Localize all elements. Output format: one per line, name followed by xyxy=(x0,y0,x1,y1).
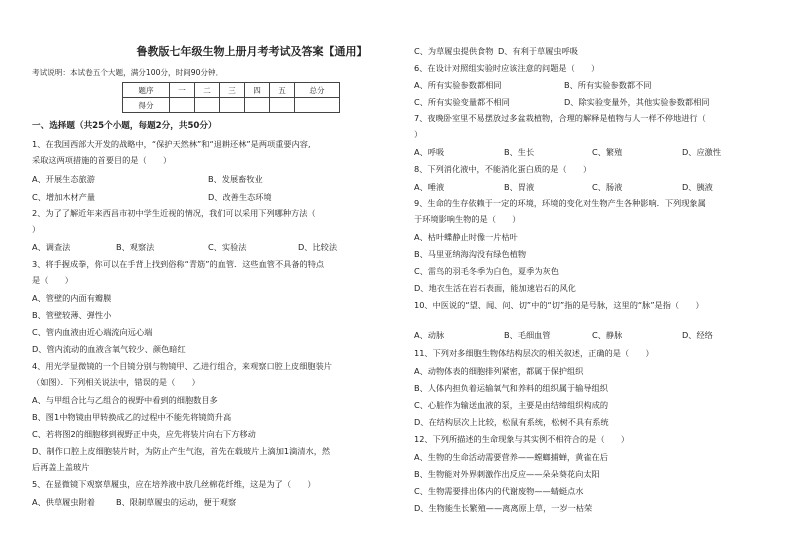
question-text: ） xyxy=(414,129,423,139)
score-row-label: 得分 xyxy=(123,98,170,113)
question-text: 3、将手握成拳，你可以在手背上找到俗称“青筋”的血管．这些血管不具备的特点 xyxy=(32,259,325,269)
option: C、心脏作为输送血液的泵，主要是由结缔组织构成的 xyxy=(414,400,609,410)
question-text: 1、在我国西部大开发的战略中，“保护天然林”和“退耕还林”是两项重要内容, xyxy=(32,139,311,149)
option: B、生长 xyxy=(504,147,535,157)
score-header-cell: 题序 xyxy=(123,83,170,98)
question-text: （如图）．下列相关说法中，错误的是（ ） xyxy=(32,377,200,387)
option: A、动脉 xyxy=(414,330,445,340)
question-text: 采取这两项措施的首要目的是（ ） xyxy=(32,155,172,165)
option: A、管壁的内面有瓣膜 xyxy=(32,293,112,303)
score-header-cell: 四 xyxy=(245,83,270,98)
option: D、制作口腔上皮细胞装片时，为防止产生气泡，首先在载玻片上滴加1滴清水，然 xyxy=(32,446,331,456)
option: B、观察法 xyxy=(116,242,155,252)
option: C、繁殖 xyxy=(592,147,623,157)
score-table-score-row xyxy=(123,98,340,113)
option: D、在结构层次上比较，松鼠有系统，松树不具有系统 xyxy=(414,417,609,427)
question-text: 12、下列所描述的生命现象与其实例不相符合的是（ ） xyxy=(414,434,630,444)
score-table xyxy=(122,82,340,113)
option: B、胃液 xyxy=(504,182,535,192)
question-text: 2、为了了解近年来西昌市初中学生近视的情况，我们可以采用下列哪种方法（ xyxy=(32,208,316,218)
score-header-cell: 一 xyxy=(170,83,195,98)
option: B、图1中物镜由甲转换成乙的过程中不能先将镜筒升高 xyxy=(32,412,232,422)
score-table-header-row xyxy=(123,83,340,98)
option: C、增加木材产量 xyxy=(32,192,96,202)
score-cell xyxy=(270,98,295,113)
score-cell xyxy=(245,98,270,113)
question-text: 5、在显微镜下观察草履虫，应在培养液中放几丝棉花纤维，这是为了（ ） xyxy=(32,479,316,489)
option: A、唾液 xyxy=(414,182,445,192)
option: D、管内流动的血液含氧气较少、颜色暗红 xyxy=(32,344,186,354)
score-cell xyxy=(295,98,340,113)
option: B、限制草履虫的运动，便于观察 xyxy=(116,497,237,507)
option: C、静脉 xyxy=(592,330,623,340)
score-cell xyxy=(220,98,245,113)
question-text: ） xyxy=(32,224,41,234)
option: A、开展生态旅游 xyxy=(32,174,95,184)
option: D、生物能生长繁殖——离离原上草，一岁一枯荣 xyxy=(414,503,593,513)
option: 后再盖上盖玻片 xyxy=(32,462,90,472)
option: C、管内血液由近心端流向远心端 xyxy=(32,327,153,337)
option: A、呼吸 xyxy=(414,147,445,157)
option: C、肠液 xyxy=(592,182,623,192)
option: D、经络 xyxy=(682,330,713,340)
question-text: 11、下列对多细胞生物体结构层次的相关叙述，正确的是（ ） xyxy=(414,348,654,358)
option: B、生物能对外界刺激作出反应——朵朵葵花向太阳 xyxy=(414,469,600,479)
option: A、生物的生命活动需要营养——螳螂捕蝉，黄雀在后 xyxy=(414,452,608,462)
option: C、为草履虫提供食物 xyxy=(414,46,494,56)
question-text: 6、在设计对照组实验时应该注意的问题是（ ） xyxy=(414,63,600,73)
option: B、人体内担负着运输氧气和养料的组织属于输导组织 xyxy=(414,383,608,393)
option: A、与甲组合比与乙组合的视野中看到的细胞数目多 xyxy=(32,395,218,405)
question-text: 是（ ） xyxy=(32,275,73,285)
option: D、比较法 xyxy=(298,242,338,252)
option: C、生物需要排出体内的代谢废物——蜻蜓点水 xyxy=(414,486,584,496)
option: B、发展畜牧业 xyxy=(208,174,263,184)
score-cell xyxy=(170,98,195,113)
option: A、动物体表的细胞排列紧密，都属于保护组织 xyxy=(414,366,584,376)
option: B、马里亚纳海沟没有绿色植物 xyxy=(414,249,527,259)
question-text: 7、夜晚卧室里不易摆放过多盆栽植物，合理的解释是植物与人一样不停地进行（ xyxy=(414,113,706,123)
option: A、调查法 xyxy=(32,242,71,252)
score-header-cell: 五 xyxy=(270,83,295,98)
option: C、实验法 xyxy=(208,242,247,252)
option: A、枯叶蝶静止时像一片枯叶 xyxy=(414,232,518,242)
option: B、所有实验参数都不同 xyxy=(564,80,652,90)
question-text: 9、生命的生存依赖于一定的环境，环境的变化对生物产生各种影响．下列现象属 xyxy=(414,198,706,208)
question-text: 8、下列消化液中，不能消化蛋白质的是（ ） xyxy=(414,164,592,174)
score-header-cell: 三 xyxy=(220,83,245,98)
score-cell xyxy=(195,98,220,113)
option: A、供草履虫附着 xyxy=(32,497,95,507)
exam-note: 考试说明：本试卷五个大题，满分100分，时间90分钟． xyxy=(32,68,224,77)
option: D、改善生态环境 xyxy=(208,192,272,202)
option: D、除实验变量外，其他实验参数都相同 xyxy=(564,97,710,107)
option: D、地衣生活在岩石表面，能加速岩石的风化 xyxy=(414,283,576,293)
question-text: 于环境影响生物的是（ ） xyxy=(414,214,521,224)
option: C、若将图2的细胞移到视野正中央，应先将装片向右下方移动 xyxy=(32,429,256,439)
option: D、胰液 xyxy=(682,182,713,192)
option: A、所有实验参数都相同 xyxy=(414,80,502,90)
section-heading: 一、选择题（共25个小题，每题2分，共50分） xyxy=(32,121,217,131)
option: D、应激性 xyxy=(682,147,722,157)
option: B、毛细血管 xyxy=(504,330,551,340)
score-header-cell: 二 xyxy=(195,83,220,98)
option: C、所有实验变量都不相同 xyxy=(414,97,510,107)
option: B、管壁较薄、弹性小 xyxy=(32,310,112,320)
page-title: 鲁教版七年级生物上册月考考试及答案【通用】 xyxy=(136,45,368,58)
question-text: 10、中医说的“望、闻、问、切”中的“切”指的是号脉，这里的“脉”是指（ ） xyxy=(414,300,704,310)
option: D、有利于草履虫呼吸 xyxy=(498,46,578,56)
score-header-cell: 总分 xyxy=(295,83,340,98)
question-text: 4、用光学显微镜的一个目镜分别与物镜甲、乙进行组合，来观察口腔上皮细胞装片 xyxy=(32,361,332,371)
option: C、雷鸟的羽毛冬季为白色，夏季为灰色 xyxy=(414,266,559,276)
